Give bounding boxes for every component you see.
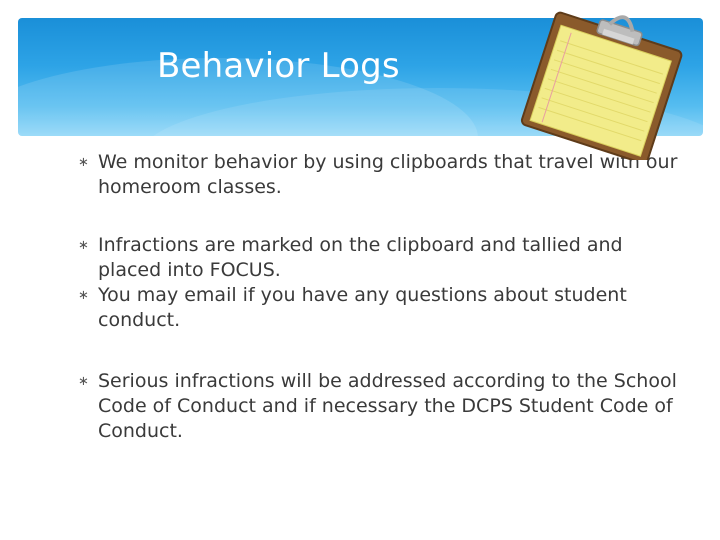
bullet-item [78,369,678,444]
bullet-text: Serious infractions will be addressed according to the School Code of Conduct and if necessary the DCPS Student Code of Conduct. [98,370,677,442]
slide-title: Behavior Logs [157,46,400,86]
bullet-text: We monitor behavior by using clipboards that travel with our homeroom classes. [98,151,678,198]
bullet-star-icon: ∗ [78,374,89,389]
clipboard-icon [500,0,700,160]
bullet-item [78,233,678,283]
bullet-text: Infractions are marked on the clipboard and tallied and placed into FOCUS. [98,234,623,281]
bullet-text: You may email if you have any questions about student conduct. [98,284,627,331]
bullet-star-icon: ∗ [78,155,89,170]
bullet-star-icon: ∗ [78,288,89,303]
bullet-star-icon: ∗ [78,238,89,253]
bullet-item [78,283,678,333]
bullet-list [78,150,678,444]
